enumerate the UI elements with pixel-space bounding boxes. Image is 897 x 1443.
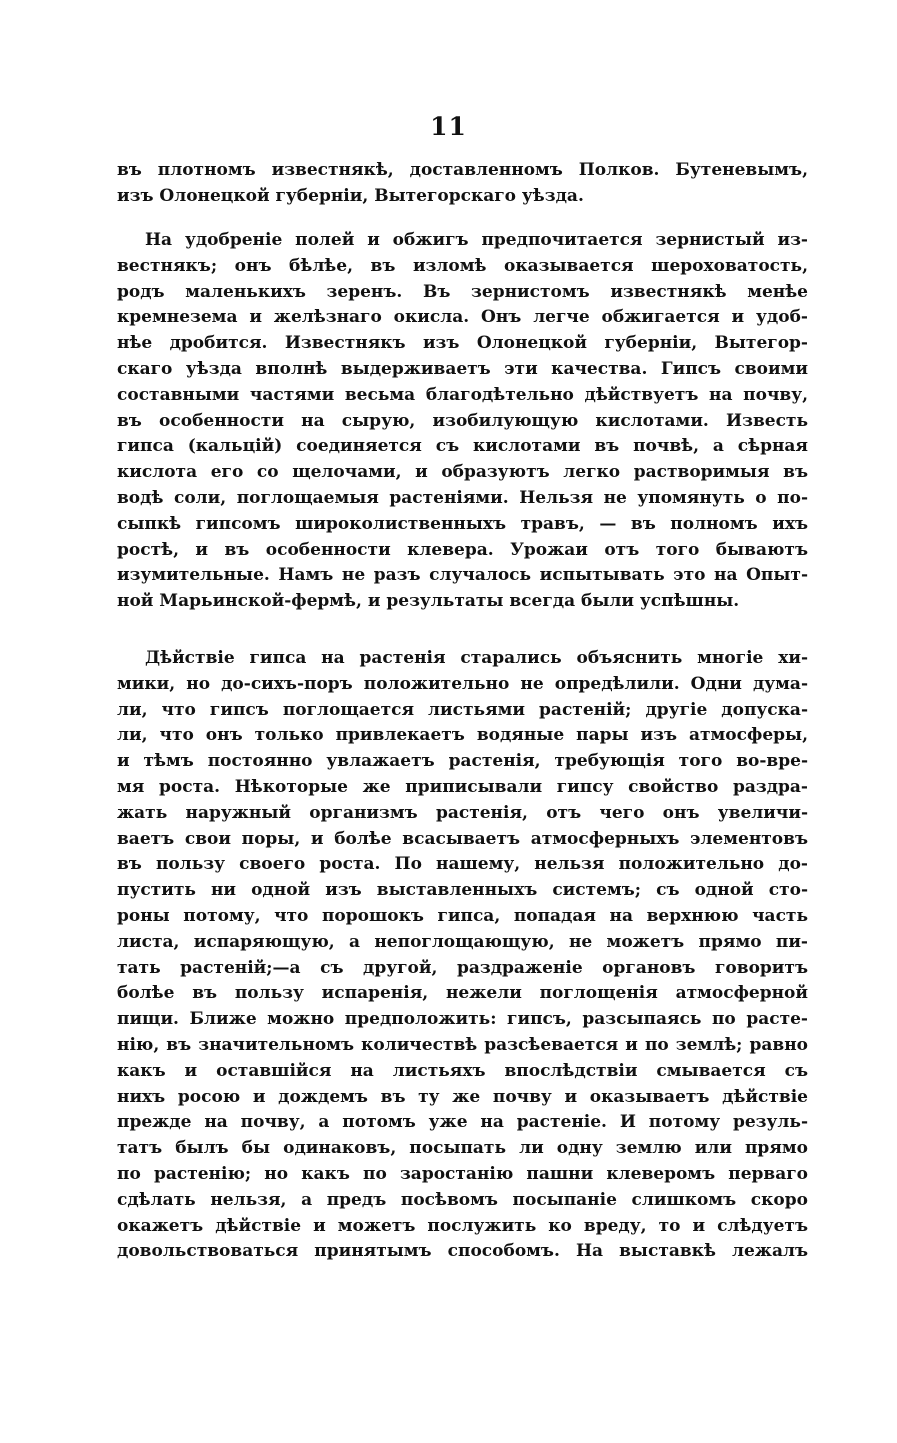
- text-line: по растенію; но какъ по заростанію пашни клеверомъ перваго: [117, 1163, 808, 1184]
- text-line: гипса (кальцій) соединяется съ кислотами въ почвѣ, а сѣрная: [117, 436, 808, 457]
- text-line: прежде на почву, а потомъ уже на растеніе. И потому резуль-: [117, 1112, 808, 1133]
- text-line: тать растеній;—а съ другой, раздраженіе органовъ говоритъ: [117, 957, 808, 978]
- text-line: листа, испаряющую, а непоглощающую, не можетъ прямо пи-: [117, 931, 808, 952]
- text-line: пищи. Ближе можно предположить: гипсъ, разсыпаясь по расте-: [117, 1009, 808, 1030]
- text-line: ли, что гипсъ поглощается листьями растеній; другіе допуска-: [117, 699, 808, 720]
- text-line: въ особенности на сырую, изобилующую кислотами. Известь: [117, 410, 808, 431]
- text-line: въ плотномъ известнякѣ, доставленномъ Полков. Бутеневымъ,: [117, 160, 808, 180]
- paragraph-continuation: [117, 158, 808, 210]
- paragraph-limestone-gypsum: [117, 228, 808, 615]
- text-line: нію, въ значительномъ количествѣ разсѣевается и по землѣ; равно: [117, 1034, 808, 1055]
- text-line: пустить ни одной изъ выставленныхъ системъ; съ одной сто-: [117, 880, 808, 901]
- text-line: окажетъ дѣйствіе и можетъ послужить ко вреду, то и слѣдуетъ: [117, 1215, 808, 1236]
- text-line: вестнякъ; онъ бѣлѣе, въ изломѣ оказывается шероховатость,: [117, 255, 808, 276]
- text-line: ли, что онъ только привлекаетъ водяные пары изъ атмосферы,: [117, 725, 808, 746]
- page-number: 11: [430, 112, 467, 141]
- text-line: и тѣмъ постоянно увлажаетъ растенія, требующія того во-вре-: [117, 751, 808, 772]
- text-line: ваетъ свои поры, и болѣе всасываетъ атмосферныхъ элементовъ: [117, 828, 808, 849]
- text-line: На удобреніе полей и обжигъ предпочитается зернистый из-: [145, 230, 808, 250]
- text-line: кислота его со щелочами, и образуютъ легко растворимыя въ: [117, 462, 808, 483]
- text-line: кремнезема и желѣзнаго окисла. Онъ легче обжигается и удоб-: [117, 307, 808, 328]
- paragraph-gypsum-action: [117, 646, 808, 1265]
- text-line: изумительные. Намъ не разъ случалось испытывать это на Опыт-: [117, 565, 808, 586]
- text-line: довольствоваться принятымъ способомъ. На выставкѣ лежалъ: [117, 1241, 808, 1262]
- text-line: роны потому, что порошокъ гипса, попадая на верхнюю часть: [117, 905, 808, 926]
- text-line: Дѣйствіе гипса на растенія старались объяснить многіе хи-: [145, 648, 808, 668]
- text-line: составными частями весьма благодѣтельно дѣйствуетъ на почву,: [117, 384, 808, 405]
- text-line: мя роста. Нѣкоторые же приписывали гипсу свойство раздра-: [117, 776, 808, 797]
- text-line: болѣе въ пользу испаренія, нежели поглощенія атмосферной: [117, 983, 808, 1004]
- text-line: родъ маленькихъ зеренъ. Въ зернистомъ известнякѣ менѣе: [117, 281, 808, 302]
- text-line: сдѣлать нельзя, а предъ посѣвомъ посыпаніе слишкомъ скоро: [117, 1189, 808, 1210]
- text-line: водѣ соли, поглощаемыя растеніями. Нельзя не упомянуть о по-: [117, 487, 808, 508]
- text-line: татъ былъ бы одинаковъ, посыпать ли одну землю или прямо: [117, 1138, 808, 1159]
- text-line: сыпкѣ гипсомъ широколиственныхъ травъ, — въ полномъ ихъ: [117, 513, 808, 534]
- text-line: жать наружный организмъ растенія, отъ чего онъ увеличи-: [117, 802, 808, 823]
- text-line: ростѣ, и въ особенности клевера. Урожаи отъ того бываютъ: [117, 539, 808, 560]
- text-line: нихъ росою и дождемъ въ ту же почву и оказываетъ дѣйствіе: [117, 1086, 808, 1107]
- text-line: скаго уѣзда вполнѣ выдерживаетъ эти качества. Гипсъ своими: [117, 358, 808, 379]
- text-line: нѣе дробится. Известнякъ изъ Олонецкой губерніи, Вытегор-: [117, 333, 808, 354]
- text-line: изъ Олонецкой губерніи, Вытегорскаго уѣзда.: [117, 185, 584, 206]
- text-line: какъ и оставшійся на листьяхъ впослѣдствіи смывается съ: [117, 1060, 808, 1081]
- text-line: въ пользу своего роста. По нашему, нельзя положительно до-: [117, 854, 808, 875]
- text-line: мики, но до-сихъ-поръ положительно не опредѣлили. Одни дума-: [117, 673, 808, 694]
- text-line: ной Марьинской-фермѣ, и результаты всегда были успѣшны.: [117, 591, 740, 612]
